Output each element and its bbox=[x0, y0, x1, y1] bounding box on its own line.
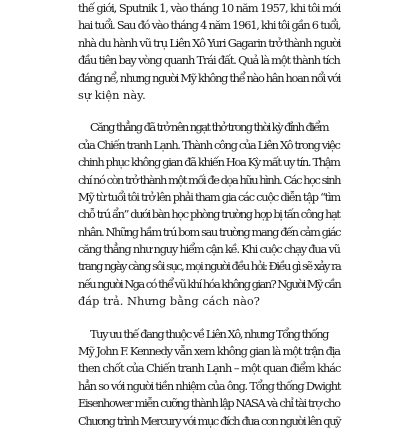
text-line: hẳn so với người tiền nhiệm của ông. Tổng thống Dwight bbox=[78, 378, 341, 393]
text-line: chỗ trú ẩn” dưới bàn học phòng trường hợp bị tấn công hạt bbox=[78, 207, 340, 222]
text-line: Eisenhower miễn cưỡng thành lập NASA và chỉ tài trợ cho bbox=[78, 396, 340, 411]
paragraph-3 bbox=[78, 326, 340, 430]
paragraph-1 bbox=[78, 0, 340, 104]
text-line: nếu người Nga có thể vũ khí hóa không gian? Người Mỹ cần bbox=[78, 276, 341, 291]
text-line: nhân. Những hầm trú bom sau trường mang đến cảm giác bbox=[78, 224, 341, 239]
text-line: Tuy ưu thế đang thuộc về Liên Xô, nhưng Tổng thống bbox=[90, 326, 329, 341]
text-line: Mỹ từ tuổi tôi trở lên phải tham gia các cuộc diễn tập “tìm bbox=[78, 189, 340, 204]
text-line: chí nó còn trở thành một mối đe dọa hữu hình. Các học sinh bbox=[78, 172, 340, 187]
text-line: trang ngày càng sôi sục, mọi người đều hỏi: Điều gì sẽ xảy ra bbox=[78, 259, 341, 274]
text-line: đáng nể, nhưng người Mỹ không thể nào hân hoan nổi với bbox=[78, 70, 340, 85]
text-line: thế giới, Sputnik 1, vào tháng 10 năm 1957, khi tôi mới bbox=[78, 1, 341, 15]
text-line: Căng thẳng đã trở nên ngạt thở trong thời kỳ đỉnh điểm bbox=[90, 120, 329, 135]
paragraph-gap bbox=[78, 311, 340, 326]
paragraph-2 bbox=[78, 119, 340, 310]
text-line: sự kiện này. bbox=[78, 87, 146, 102]
text-line: chinh phục không gian đã khiến Hoa Kỳ mất uy tín. Thậm bbox=[78, 155, 340, 170]
text-line: đáp trả. Nhưng bằng cách nào? bbox=[78, 294, 260, 309]
text-line: đầu tiên bay vòng quanh Trái đất. Quả là một thành tích bbox=[78, 53, 340, 68]
book-page-text bbox=[78, 0, 340, 430]
text-line: Chương trình Mercury với mục đích đưa con người lên quỹ bbox=[78, 413, 341, 428]
text-line: căng thẳng như nguy hiểm cận kề. Khi cuộc chạy đua vũ bbox=[78, 242, 340, 257]
text-line: nhà du hành vũ trụ Liên Xô Yuri Gagarin trở thành người bbox=[78, 35, 341, 50]
paragraph-gap bbox=[78, 104, 340, 119]
text-line: của Chiến tranh Lạnh. Thành công của Liên Xô trong việc bbox=[78, 137, 340, 152]
text-line: hai tuổi. Sau đó vào tháng 4 năm 1961, khi tôi gần 6 tuổi, bbox=[78, 18, 341, 33]
text-line: then chốt của Chiến tranh Lạnh – một quan điểm khác bbox=[78, 361, 341, 376]
text-line: Mỹ John F. Kennedy vẫn xem không gian là một trận địa bbox=[78, 344, 340, 359]
